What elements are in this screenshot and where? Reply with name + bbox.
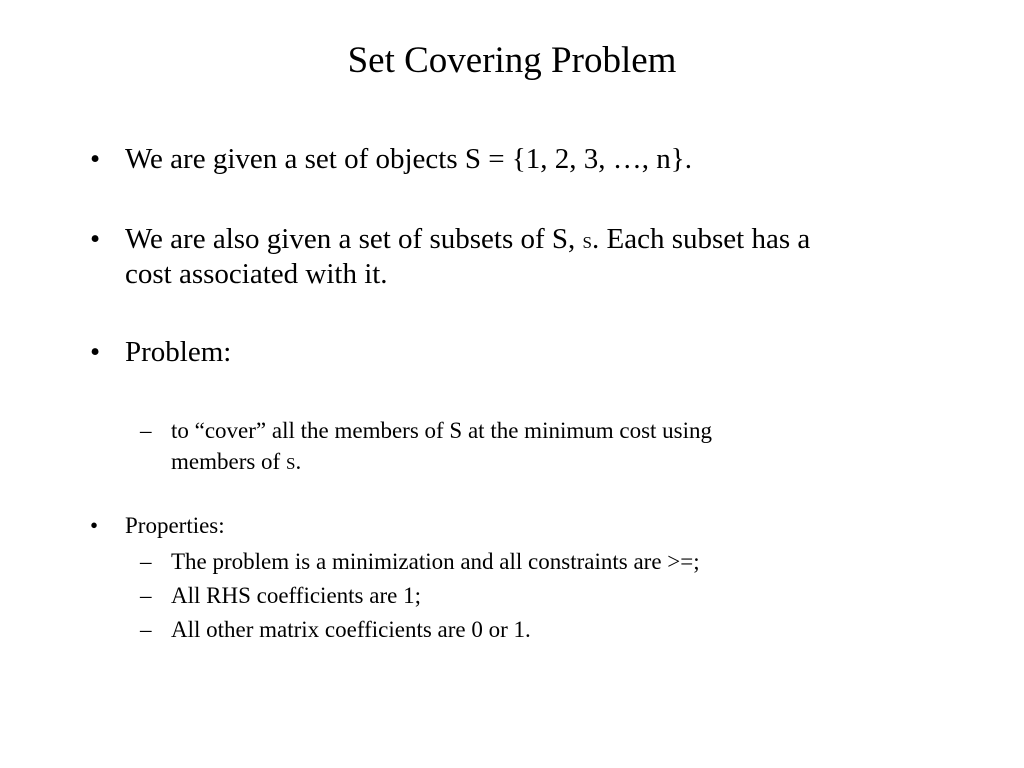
- dash-marker: –: [140, 418, 152, 443]
- bullet-text: Properties:: [125, 513, 225, 538]
- sub-bullet-text-part: .: [295, 449, 302, 474]
- bullet-text-line-1: [125, 222, 810, 260]
- bullet-text: Problem:: [125, 336, 232, 368]
- bullet-text-line-2: cost associated with it.: [125, 258, 388, 290]
- bullet-marker: •: [90, 223, 101, 255]
- bullet-marker: •: [90, 336, 101, 368]
- script-s-symbol: S: [285, 454, 296, 473]
- dash-marker: –: [140, 617, 152, 642]
- property-text: The problem is a minimization and all constraints are >=;: [171, 549, 700, 574]
- sub-bullet-text-line-1: to “cover” all the members of S at the minimum cost using: [171, 418, 713, 443]
- sub-bullet-text-line-2: [171, 446, 301, 480]
- sub-bullet-text-part: members of: [171, 449, 286, 474]
- bullet-text-part: . Each subset has a: [592, 223, 811, 255]
- script-s-symbol: S: [582, 233, 592, 252]
- property-text: All other matrix coefficients are 0 or 1.: [171, 617, 531, 642]
- bullet-marker: •: [90, 143, 101, 175]
- dash-marker: –: [140, 549, 152, 574]
- slide-title: Set Covering Problem: [347, 40, 677, 81]
- bullet-text-part: We are also given a set of subsets of S,: [125, 223, 583, 255]
- bullet-text: We are given a set of objects S = {1, 2, 3, …, n}.: [125, 143, 692, 175]
- dash-marker: –: [140, 583, 152, 608]
- bullet-marker: •: [90, 513, 99, 538]
- property-text: All RHS coefficients are 1;: [171, 583, 421, 608]
